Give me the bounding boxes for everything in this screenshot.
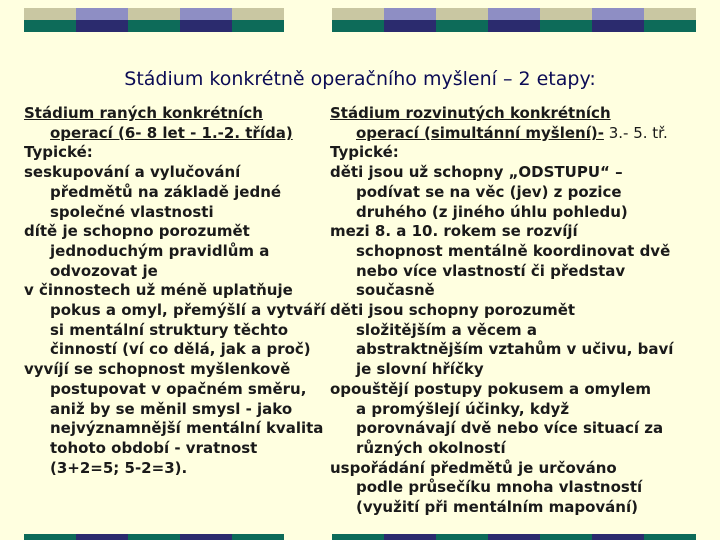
text-line: uspořádání předmětů je určováno bbox=[330, 458, 617, 477]
text-line: děti jsou už schopny „ODSTUPU“ – bbox=[330, 163, 623, 182]
text-line: pokus a omyl, přemýšlí a vytváří bbox=[50, 301, 326, 320]
deco-block bbox=[232, 8, 284, 20]
deco-block bbox=[128, 534, 180, 540]
text-line: Typické: bbox=[330, 143, 399, 162]
text-line: nebo více vlastností či představ bbox=[356, 261, 626, 280]
text-line: tohoto období - vratnost bbox=[50, 438, 258, 457]
text-line: různých okolností bbox=[356, 438, 506, 457]
deco-block bbox=[180, 20, 232, 32]
text-line: seskupování a vylučování bbox=[24, 163, 241, 182]
text-line: (3+2=5; 5-2=3). bbox=[50, 458, 188, 477]
header-decoration bbox=[0, 0, 720, 36]
right-lines bbox=[330, 143, 710, 517]
text-line: odvozovat je bbox=[50, 261, 158, 280]
left-heading-line2: operací (6- 8 let - 1.-2. třída) bbox=[50, 123, 293, 142]
deco-block bbox=[644, 534, 696, 540]
text-line: si mentální struktury těchto bbox=[50, 320, 289, 339]
deco-block bbox=[436, 534, 488, 540]
text-line: předmětů na základě jedné bbox=[50, 182, 282, 201]
text-line: postupovat v opačném směru, bbox=[50, 379, 307, 398]
deco-block bbox=[644, 20, 696, 32]
deco-block bbox=[384, 534, 436, 540]
right-heading-line2-wrap bbox=[330, 124, 710, 144]
right-heading-suffix: 3.- 5. tř. bbox=[603, 123, 668, 142]
text-line: složitějším a věcem a bbox=[356, 320, 537, 339]
text-line: schopnost mentálně koordinovat dvě bbox=[356, 241, 671, 260]
left-lines bbox=[24, 143, 344, 478]
deco-block bbox=[488, 20, 540, 32]
deco-block bbox=[436, 8, 488, 20]
deco-block bbox=[332, 534, 384, 540]
text-line: aniž by se měnil smysl - jako bbox=[50, 399, 293, 418]
text-line: jednoduchým pravidlům a bbox=[50, 241, 270, 260]
text-line: podívat se na věc (jev) z pozice bbox=[356, 182, 622, 201]
deco-block bbox=[644, 8, 696, 20]
text-line: činností (ví co dělá, jak a proč) bbox=[50, 340, 311, 359]
text-line: a promýšlejí účinky, když bbox=[356, 399, 570, 418]
deco-block bbox=[128, 8, 180, 20]
deco-block bbox=[540, 20, 592, 32]
text-line: nejvýznamnější mentální kvalita bbox=[50, 419, 324, 438]
deco-block bbox=[488, 8, 540, 20]
deco-block bbox=[384, 8, 436, 20]
deco-block bbox=[592, 8, 644, 20]
deco-block bbox=[76, 534, 128, 540]
left-heading: Stádium raných konkrétních bbox=[24, 104, 263, 122]
text-line: současně bbox=[356, 281, 435, 300]
deco-block bbox=[24, 20, 76, 32]
deco-block bbox=[180, 534, 232, 540]
deco-block bbox=[332, 20, 384, 32]
deco-block bbox=[592, 20, 644, 32]
text-line: (využití při mentálním mapování) bbox=[356, 498, 638, 517]
deco-block bbox=[76, 20, 128, 32]
left-column bbox=[24, 104, 344, 478]
text-line: dítě je schopno porozumět bbox=[24, 222, 250, 241]
deco-block bbox=[436, 20, 488, 32]
deco-block bbox=[540, 534, 592, 540]
deco-block bbox=[24, 534, 76, 540]
right-column bbox=[330, 104, 710, 518]
text-line: je slovní hříčky bbox=[356, 360, 484, 379]
text-line: děti jsou schopny porozumět bbox=[330, 301, 576, 320]
text-line: vyvíjí se schopnost myšlenkově bbox=[24, 360, 291, 379]
deco-block bbox=[180, 8, 232, 20]
text-line: Typické: bbox=[24, 143, 93, 162]
deco-block bbox=[76, 8, 128, 20]
text-line: abstraktnějším vztahům v učivu, baví bbox=[356, 340, 674, 359]
footer-decoration bbox=[0, 534, 720, 540]
text-line: opouštějí postupy pokusem a omylem bbox=[330, 379, 652, 398]
right-heading-line2: operací (simultánní myšlení)- bbox=[356, 123, 604, 142]
text-line: v činnostech už méně uplatňuje bbox=[24, 281, 293, 300]
deco-block bbox=[232, 534, 284, 540]
deco-block bbox=[128, 20, 180, 32]
deco-block bbox=[488, 534, 540, 540]
deco-block bbox=[232, 20, 284, 32]
deco-block bbox=[384, 20, 436, 32]
deco-block bbox=[24, 8, 76, 20]
text-line: druhého (z jiného úhlu pohledu) bbox=[356, 202, 628, 221]
text-line: společné vlastnosti bbox=[50, 202, 214, 221]
deco-block bbox=[332, 8, 384, 20]
right-heading: Stádium rozvinutých konkrétních bbox=[330, 104, 611, 122]
text-line: mezi 8. a 10. rokem se rozvíjí bbox=[330, 222, 578, 241]
text-line: porovnávají dvě nebo více situací za bbox=[356, 419, 664, 438]
slide-title: Stádium konkrétně operačního myšlení – 2 etapy: bbox=[124, 68, 596, 90]
deco-block bbox=[592, 534, 644, 540]
deco-block bbox=[540, 8, 592, 20]
text-line: podle průsečíku mnoha vlastností bbox=[356, 478, 643, 497]
